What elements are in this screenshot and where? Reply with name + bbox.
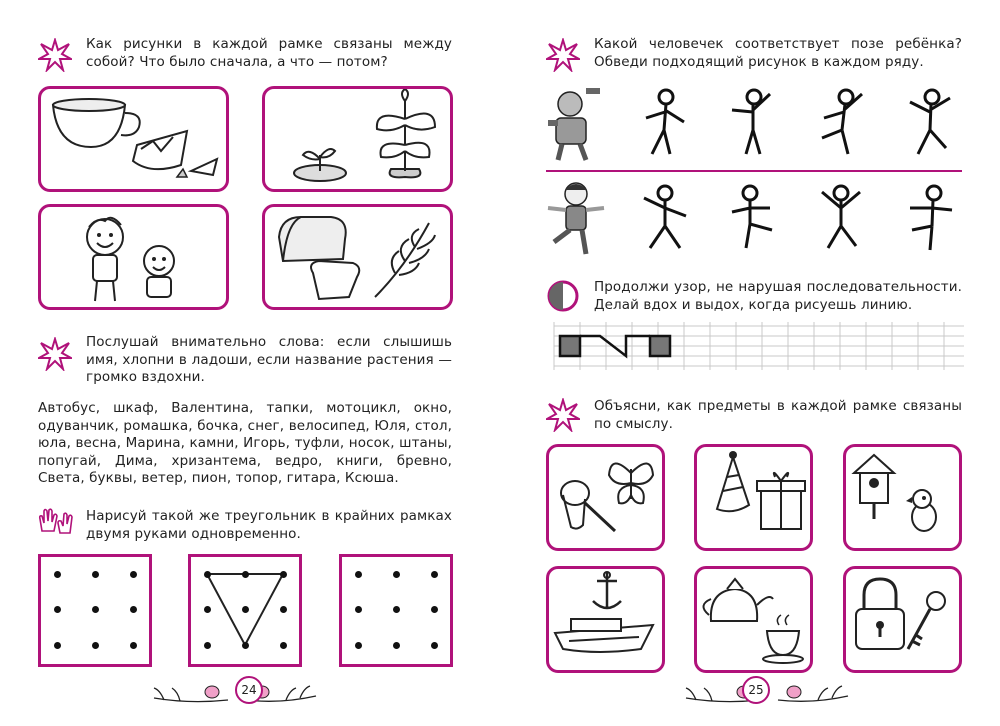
word-list: Автобус, шкаф, Валентина, тапки, мотоцикл, окно, одуванчик, ромашка, бочка, снег, велосипед, Юля, стол, юла, весна, Марина, камни, Игорь, туфли, носок, штаны, попугай, Дима, хризантема, ведро, книги, бревно, Света, буквы, ветер, пион, топор, гитара, Ксюша.: [38, 400, 452, 486]
picture-frame-birdhouse: [843, 444, 962, 551]
boat-anchor-picture: [549, 569, 662, 670]
dot-grid-right[interactable]: [339, 554, 453, 667]
net-butterfly-picture: [549, 447, 662, 548]
stick-figure-1-3[interactable]: [816, 88, 870, 158]
party-hat-gift-picture: [697, 447, 810, 548]
page-number-right: 25: [742, 676, 770, 704]
picture-frame-boys: [38, 204, 229, 310]
pattern-grid[interactable]: [546, 320, 964, 372]
picture-frame-lock: [843, 566, 962, 673]
teapot-cup-picture: [697, 569, 810, 670]
stick-figure-1-2[interactable]: [728, 88, 778, 158]
cup-picture: [41, 89, 226, 189]
stick-figure-2-2[interactable]: [728, 184, 778, 254]
star-burst-icon: [38, 38, 72, 72]
stick-figure-2-1[interactable]: [640, 184, 690, 254]
child-pose-1: [546, 84, 606, 164]
star-burst-icon: [546, 38, 580, 72]
stick-figure-1-1[interactable]: [640, 88, 690, 158]
child-pose-2: [546, 178, 606, 258]
picture-frame-sprout: [262, 86, 453, 192]
picture-frame-net: [546, 444, 665, 551]
birdhouse-bird-picture: [846, 447, 959, 548]
task1-instruction-right: Какой человечек соответствует позе ребёнка? Обведи подходящий рисунок в каждом ряду.: [594, 36, 962, 70]
picture-frame-boat: [546, 566, 665, 673]
task3-instruction: Нарисуй такой же треугольник в крайних рамках двумя руками одновременно.: [86, 508, 452, 542]
padlock-key-picture: [846, 569, 959, 670]
page-number-left: 24: [235, 676, 263, 704]
task1-instruction: Как рисунки в каждой рамке связаны между собой? Что было сначала, а что — потом?: [86, 36, 452, 70]
row-divider: [546, 170, 962, 172]
picture-frame-teapot: [694, 566, 813, 673]
star-burst-icon: [546, 398, 580, 432]
task2-instruction: Послушай внимательно слова: если слышишь имя, хлопни в ладоши, если название растения — громко вздохни.: [86, 334, 452, 385]
stick-figure-2-3[interactable]: [816, 184, 866, 254]
two-hands-icon: [36, 507, 74, 535]
half-circle-icon: [547, 280, 579, 312]
picture-frame-bread: [262, 204, 453, 310]
task2-instruction-right: Продолжи узор, не нарушая последовательности. Делай вдох и выдох, когда рисуешь линию.: [594, 279, 962, 313]
picture-frame-cup: [38, 86, 229, 192]
boys-picture: [41, 207, 226, 307]
dot-grid-triangle: [188, 554, 302, 667]
bread-picture: [265, 207, 450, 307]
stick-figure-1-4[interactable]: [904, 88, 958, 158]
dot-grid-left[interactable]: [38, 554, 152, 667]
picture-frame-party: [694, 444, 813, 551]
stick-figure-2-4[interactable]: [904, 184, 958, 254]
task3-instruction-right: Объясни, как предметы в каждой рамке связаны по смыслу.: [594, 398, 962, 432]
star-burst-icon: [38, 337, 72, 371]
sprout-picture: [265, 89, 450, 189]
